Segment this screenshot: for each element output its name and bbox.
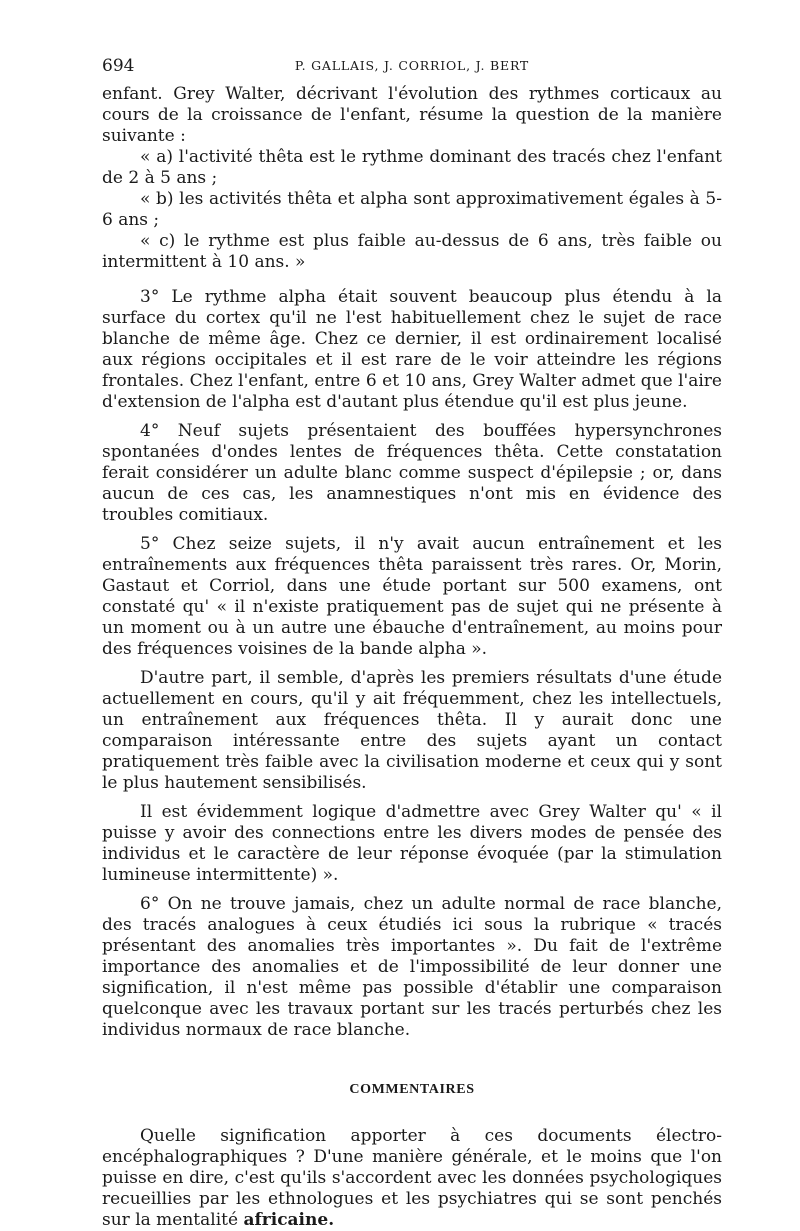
paragraph-point-5: 5° Chez seize sujets, il n'y avait aucun entraînement et les entraînements aux fréquences thêta paraissent très rares. Or, Morin, Gastaut et Corriol, dans une étude portant sur 500 examens, ont constaté qu' « il n'existe pratiquement pas de sujet qui ne présente à un moment ou à un autre une ébauche d'entraînement, au moins pour des fréquences voisines de la bande alpha ». [102, 534, 722, 659]
paragraph-point-3: 3° Le rythme alpha était souvent beaucoup plus étendu à la surface du cortex qu'il ne l'est habituellement chez le sujet de race blanche de même âge. Chez ce dernier, il est ordinairement localisé aux régions occipitales et il est rare de le voir atteindre les régions frontales. Chez l'enfant, entre 6 et 10 ans, Grey Walter admet que l'aire d'extension de l'alpha est d'autant plus étendue qu'il est plus jeune. [102, 287, 722, 412]
paragraph-commentaires [102, 1126, 722, 1231]
body-text [102, 84, 722, 1231]
quote-item-a: « a) l'activité thêta est le rythme dominant des tracés chez l'enfant de 2 à 5 ans ; [102, 147, 722, 188]
paragraph-intellectuals: D'autre part, il semble, d'après les premiers résultats d'une étude actuellement en cours, qu'il y ait fréquemment, chez les intellectuels, un entraînement aux fréquences thêta. Il y aurait donc une comparaison intéressante entre des sujets ayant un contact pratiquement très faible avec la civilisation moderne et ceux qui y sont le plus hautement sensibilisés. [102, 668, 722, 793]
quote-item-c: « c) le rythme est plus faible au-dessus de 6 ans, très faible ou intermittent à 10 ans. » [102, 231, 722, 272]
paragraph-point-6: 6° On ne trouve jamais, chez un adulte normal de race blanche, des tracés analogues à ceux étudiés ici sous la rubrique « tracés présentant des anomalies très importantes ». Du fait de l'extrême importance des anomalies et de l'impossibilité de leur donner une signification, il n'est même pas possible d'établir une comparaison quelconque avec les travaux portant sur les tracés perturbés chez les individus normaux de race blanche. [102, 894, 722, 1040]
quote-item-b: « b) les activités thêta et alpha sont approximativement égales à 5-6 ans ; [102, 189, 722, 230]
paragraph-commentaires-emphasis: africaine. [243, 1210, 335, 1230]
paragraph-grey-walter: Il est évidemment logique d'admettre avec Grey Walter qu' « il puisse y avoir des connections entre les divers modes de pensée des individus et le caractère de leur réponse évoquée (par la stimulation lumineuse intermittente) ». [102, 802, 722, 885]
running-head [102, 56, 722, 84]
paragraph-commentaires-text: Quelle signification apporter à ces documents électro-encéphalographiques ? D'une manière générale, et le moins que l'on puisse en dire, c'est qu'ils s'accordent avec les données psychologiques recueillies par les ethnologues et les psychiatres qui se sont penchés sur la mentalité [102, 1126, 722, 1230]
continued-paragraph: enfant. Grey Walter, décrivant l'évolution des rythmes corticaux au cours de la croissance de l'enfant, résume la question de la manière suivante : [102, 84, 722, 146]
section-heading: COMMENTAIRES [349, 1082, 475, 1097]
running-head-authors: P. GALLAIS, J. CORRIOL, J. BERT [294, 58, 530, 73]
page [102, 56, 722, 1231]
page-number: 694 [102, 56, 135, 76]
paragraph-point-4: 4° Neuf sujets présentaient des bouffées hypersynchrones spontanées d'ondes lentes de fréquences thêta. Cette constatation ferait considérer un adulte blanc comme suspect d'épilepsie ; or, dans aucun de ces cas, les anamnestiques n'ont mis en évidence des troubles comitiaux. [102, 421, 722, 525]
